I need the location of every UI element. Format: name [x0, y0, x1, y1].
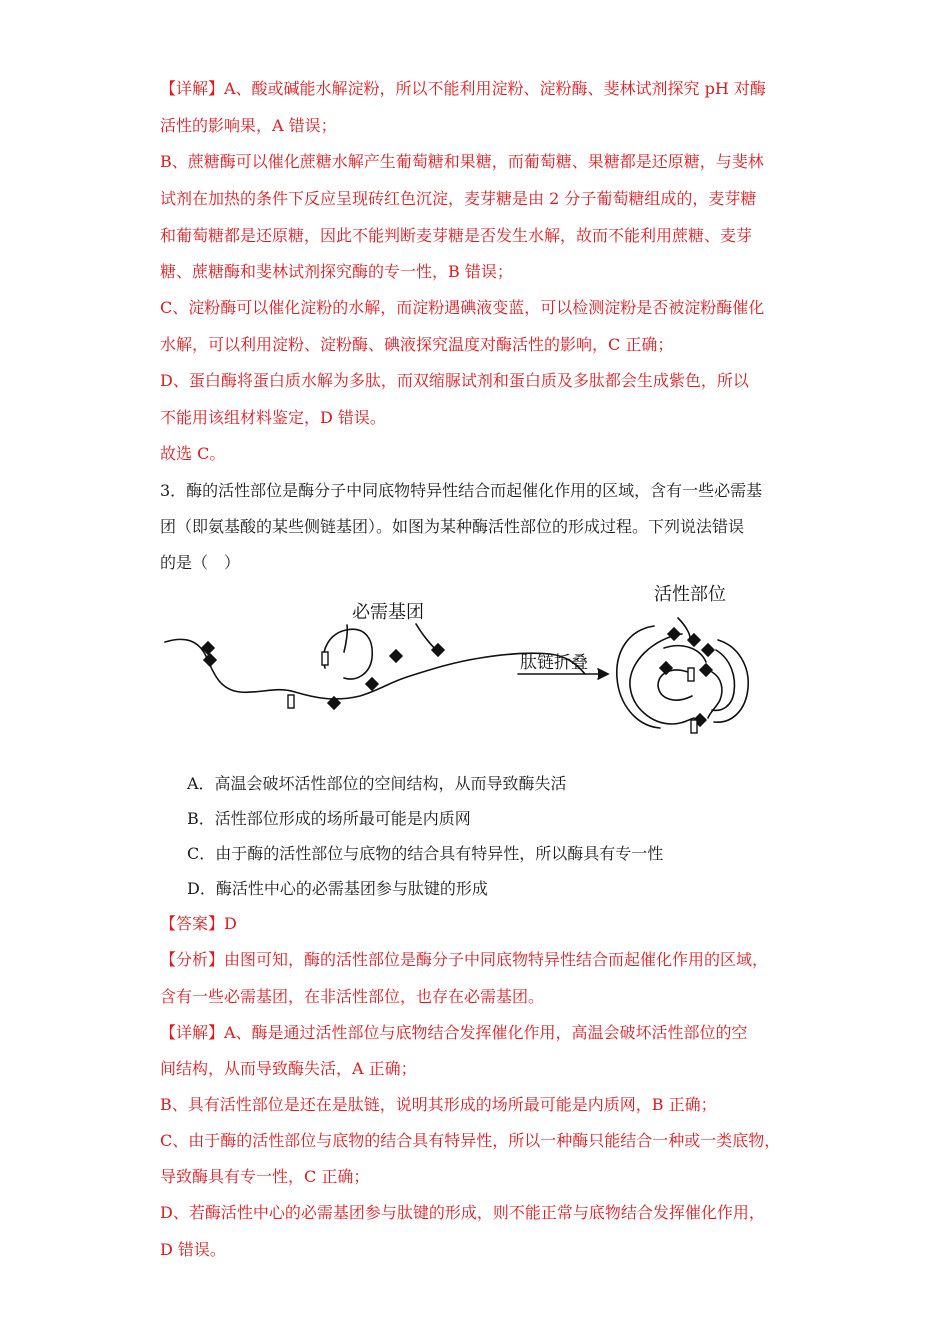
question-line: 的是（ ）: [160, 553, 241, 572]
detail1-line: 试剂在加热的条件下反应呈现砖红色沉淀，麦芽糖是由 2 分子葡萄糖组成的，麦芽糖: [160, 189, 757, 208]
enzyme-active-site-figure: [160, 578, 760, 738]
essential-group-diamond: [389, 649, 403, 663]
peptide-loop: [324, 629, 373, 679]
label-essential-groups: 必需基团: [352, 602, 424, 623]
detail2-line: 【详解】A、酶是通过活性部位与底物结合发挥催化作用，高温会破坏活性部位的空: [160, 1023, 748, 1042]
label-active-site: 活性部位: [654, 584, 726, 605]
detail1-line: 糖、蔗糖酶和斐林试剂探究酶的专一性，B 错误；: [160, 262, 513, 281]
detail2-line: B、具有活性部位是还在是肽链，说明其形成的场所最可能是内质网，B 正确；: [160, 1095, 717, 1114]
essential-group-diamond: [201, 641, 215, 655]
detail1-line: D、蛋白酶将蛋白质水解为多肽，而双缩脲试剂和蛋白质及多肽都会生成紫色，所以: [160, 371, 749, 390]
label-peptide-folding: 肽链折叠: [520, 653, 588, 673]
essential-group-diamond: [431, 643, 445, 657]
detail1-line: B、蔗糖酶可以催化蔗糖水解产生葡萄糖和果糖，而葡萄糖、果糖都是还原糖，与斐林: [160, 152, 764, 171]
analysis-line: 【分析】由图可知，酶的活性部位是酶分子中同底物特异性结合而起催化作用的区域，: [160, 950, 769, 969]
detail2-line: D、若酶活性中心的必需基团参与肽键的形成，则不能正常与底物结合发挥催化作用，: [160, 1203, 765, 1222]
callout-line: [344, 625, 347, 652]
folded-protein: [658, 670, 692, 700]
essential-group-diamond: [659, 661, 673, 675]
folded-protein: [630, 634, 694, 724]
folded-protein: [712, 650, 734, 710]
group-rectangle: [288, 695, 294, 708]
fold-arrow-head: [598, 669, 608, 679]
detail2-line: D 错误。: [160, 1240, 226, 1259]
detail1-line: C、淀粉酶可以催化淀粉的水解，而淀粉遇碘液变蓝，可以检测淀粉是否被淀粉酶催化: [160, 298, 765, 317]
folded-protein: [617, 626, 660, 728]
group-rectangle: [691, 720, 697, 733]
detail1-line: 不能用该组材料鉴定，D 错误。: [160, 408, 386, 427]
option-a: A．高温会破坏活性部位的空间结构，从而导致酶失活: [187, 774, 567, 793]
detail1-line: 故选 C。: [160, 444, 226, 463]
option-d: D．酶活性中心的必需基团参与肽键的形成: [187, 879, 488, 898]
question-line: 团（即氨基酸的某些侧链基团）。如图为某种酶活性部位的形成过程。下列说法错误: [160, 517, 745, 536]
detail2-line: 间结构，从而导致酶失活，A 正确；: [160, 1059, 417, 1078]
option-b: B．活性部位形成的场所最可能是内质网: [187, 809, 471, 828]
question-line: 3．酶的活性部位是酶分子中同底物特异性结合而起催化作用的区域，含有一些必需基: [160, 481, 763, 500]
essential-group-diamond: [667, 627, 681, 641]
group-rectangle: [688, 668, 694, 681]
option-c: C．由于酶的活性部位与底物的结合具有特异性，所以酶具有专一性: [187, 844, 664, 863]
detail2-line: C、由于酶的活性部位与底物的结合具有特异性，所以一种酶只能结合一种或一类底物，: [160, 1131, 781, 1150]
detail1-line: 水解，可以利用淀粉、淀粉酶、碘液探究温度对酶活性的影响，C 正确；: [160, 335, 674, 354]
essential-group-diamond: [701, 643, 715, 657]
detail2-line: 导致酶具有专一性，C 正确；: [160, 1167, 370, 1186]
folded-protein: [664, 646, 706, 662]
answer: 【答案】D: [160, 914, 237, 933]
detail1-line: 和葡萄糖都是还原糖，因此不能判断麦芽糖是否发生水解，故而不能利用蔗糖、麦芽: [160, 226, 753, 245]
detail1-line: 活性的影响果，A 错误；: [160, 116, 337, 135]
essential-group-diamond: [699, 663, 713, 677]
detail1-line: 【详解】A、酸或碱能水解淀粉，所以不能利用淀粉、淀粉酶、斐林试剂探究 pH 对酶: [160, 79, 766, 98]
group-rectangle: [322, 652, 328, 665]
analysis-line: 含有一些必需基团，在非活性部位，也存在必需基团。: [160, 987, 545, 1006]
